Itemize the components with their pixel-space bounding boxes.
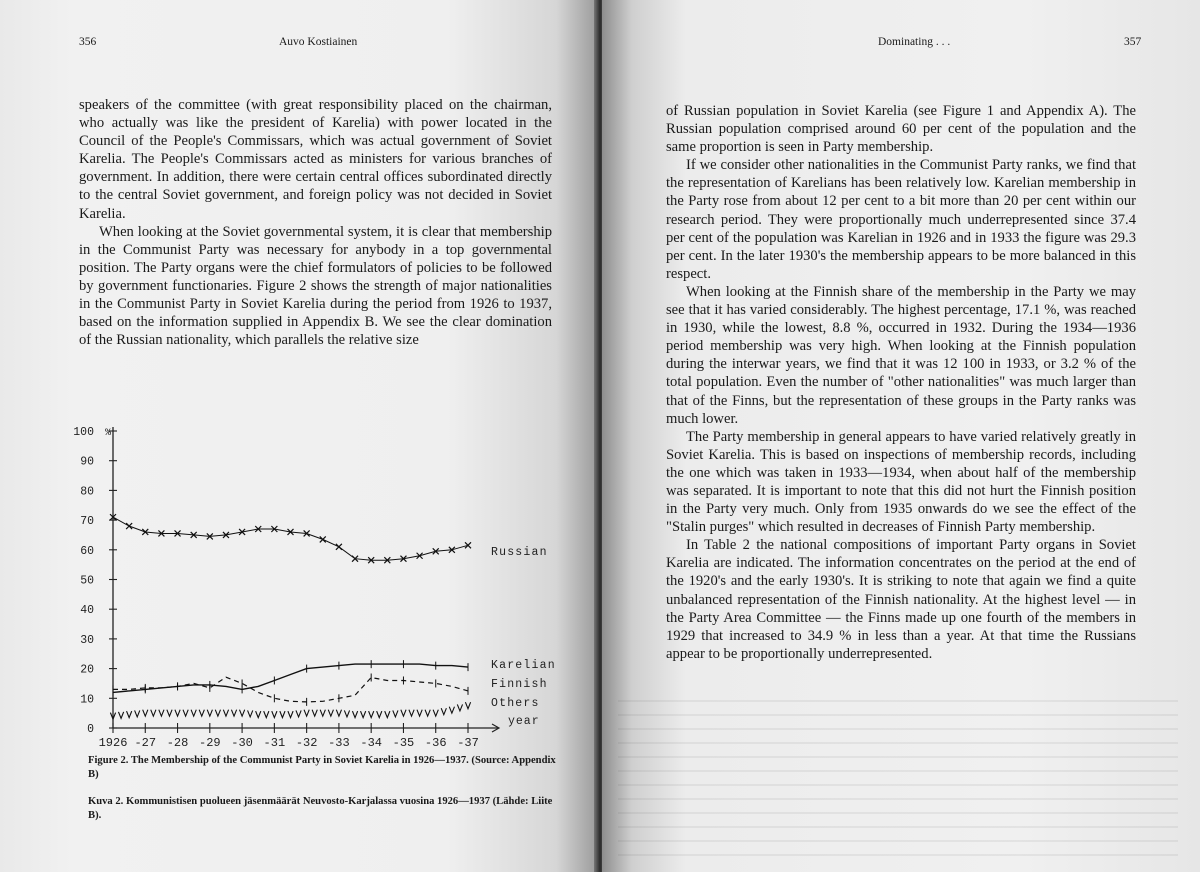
- x-tick-label: -35: [392, 736, 415, 750]
- x-axis-label: year: [508, 715, 540, 728]
- others-point: [288, 711, 293, 718]
- paragraph: speakers of the committee (with great responsibility placed on the chairman, who actually was like the president of Karelia) with power located in the Council of the People's Commissars, which was actual government of Soviet Karelia. The People's Commissars acted as ministers for various branches of government. In addition, there were certain central offices subordinated directly to the central Soviet government, and foreign policy was not decided in Soviet Karelia.: [79, 97, 552, 222]
- others-point: [191, 710, 196, 717]
- y-tick-label: 50: [80, 574, 94, 588]
- x-tick-label: 1926: [98, 736, 128, 750]
- others-point: [151, 710, 156, 717]
- others-point: [344, 710, 349, 717]
- others-point: [441, 708, 446, 715]
- y-tick-label: 10: [80, 693, 94, 707]
- others-point: [457, 704, 462, 711]
- show-through-text: [618, 700, 1178, 860]
- russian-point: [465, 542, 471, 548]
- y-tick-label: 70: [80, 515, 94, 529]
- x-tick-label: -30: [231, 736, 253, 750]
- right-body-text: [666, 102, 1136, 663]
- others-point: [425, 710, 430, 717]
- y-tick-label: 80: [80, 485, 94, 499]
- left-body-text: [79, 96, 552, 349]
- x-tick-label: -34: [360, 736, 382, 750]
- others-point: [280, 711, 285, 718]
- russian-line: [113, 517, 468, 560]
- others-point: [223, 710, 228, 717]
- page-number-left: 356: [79, 36, 97, 48]
- paragraph: If we consider other nationalities in the Communist Party ranks, we find that the representation of Karelians has been relatively low. Karelian membership in the Party rose from about 12 per cent to a bit more than 20 per cent within our research period. They were proportionally much underrepresented since 37.4 per cent of the population was Karelian in 1926 and in 1933 the figure was 29.3 per cent. In the later 1930's the membership appears to be more balanced in this respect.: [666, 157, 1136, 282]
- others-point: [304, 710, 309, 717]
- others-point: [385, 711, 390, 718]
- x-tick-label: -33: [328, 736, 350, 750]
- others-point: [159, 710, 164, 717]
- others-point: [118, 712, 123, 719]
- karelian-series-label: Karelian: [491, 659, 556, 672]
- others-point: [167, 710, 172, 717]
- others-point: [449, 707, 454, 714]
- others-point: [409, 710, 414, 717]
- others-point: [361, 711, 366, 718]
- others-point: [352, 711, 357, 718]
- others-point: [336, 710, 341, 717]
- others-point: [256, 711, 261, 718]
- others-point: [417, 710, 422, 717]
- page-number-right: 357: [1124, 36, 1142, 48]
- others-series-label: Others: [491, 697, 540, 710]
- others-point: [272, 711, 277, 718]
- y-tick-label: 100: [73, 426, 94, 439]
- others-point: [320, 710, 325, 717]
- others-point: [369, 711, 374, 718]
- x-tick-label: -31: [263, 736, 286, 750]
- running-head-right: Dominating . . .: [878, 36, 951, 48]
- x-tick-label: -29: [199, 736, 221, 750]
- x-tick-label: -36: [424, 736, 447, 750]
- others-point: [231, 710, 236, 717]
- russian-point: [320, 536, 326, 542]
- russian-series-label: Russian: [491, 546, 548, 559]
- x-tick-label: -28: [166, 736, 189, 750]
- y-tick-label: 20: [80, 663, 94, 677]
- others-point: [328, 710, 333, 717]
- paragraph: of Russian population in Soviet Karelia (see Figure 1 and Appendix A). The Russian population comprised around 60 per cent of the population and the same proportion is seen in Party membership.: [666, 103, 1136, 156]
- karelian-line: [113, 664, 468, 692]
- others-point: [135, 710, 140, 717]
- others-point: [312, 710, 317, 717]
- paragraph: The Party membership in general appears to have varied relatively greatly in Soviet Karelia. This is based on inspections of membership records, including the one which was taken in 1933—1934, when about half of the membership was separated. It is important to note that this did not hurt the Finnish position in the Party very much. Only from 1935 onwards do we see the effect of the "Stalin purges" which resulted in decreases of Finnish Party membership.: [666, 428, 1136, 536]
- y-tick-label: 0: [87, 723, 94, 736]
- others-point: [143, 710, 148, 717]
- others-point: [465, 702, 470, 709]
- others-point: [183, 710, 188, 717]
- others-point: [248, 710, 253, 717]
- russian-point: [126, 523, 132, 529]
- others-point: [296, 710, 301, 717]
- others-point: [401, 710, 406, 717]
- others-point: [215, 710, 220, 717]
- y-tick-label: 30: [80, 633, 94, 647]
- x-tick-label: -32: [295, 736, 318, 750]
- paragraph: When looking at the Soviet governmental system, it is clear that membership in the Communist Party was necessary for anybody in a top governmental position. The Party organs were the chief formulators of policies to be followed by government functionaries. Figure 2 shows the strength of major nationalities in the Communist Party in Soviet Karelia during the period from 1926 to 1937, based on the information supplied in Appendix B. We see the clear domination of the Russian nationality, which parallels the relative size: [79, 223, 552, 349]
- left-page: [0, 0, 598, 872]
- figure-caption: Figure 2. The Membership of the Communist Party in Soviet Karelia in 1926—1937. (Source: Appendix B): [88, 755, 556, 780]
- y-tick-label: 90: [80, 455, 94, 469]
- russian-point: [336, 544, 342, 550]
- others-point: [377, 711, 382, 718]
- finnish-line: [113, 677, 468, 702]
- others-point: [199, 710, 204, 717]
- finnish-series-label: Finnish: [491, 678, 548, 691]
- membership-line-chart: [58, 418, 578, 753]
- paragraph: In Table 2 the national compositions of important Party organs in Soviet Karelia are indicated. The information concentrates on the period at the end of the 1920's and the early 1930's. It is striking to note that again we find a quite unbalanced representation of the Finnish nationality. At the highest level — in the Party Area Committee — the Finns made up one fourth of the members in 1929 that increased to 34.9 % in less than a year. At that time the Russians appear to be proportionally underrepresented.: [666, 537, 1136, 662]
- others-point: [207, 710, 212, 717]
- others-point: [127, 711, 132, 718]
- paragraph: When looking at the Finnish share of the membership in the Party we may see that it has varied considerably. The highest percentage, 17.1 %, was reached in 1930, while the lowest, 8.8 %, occurred in 1932. During the 1934—1936 period membership was very high. When looking at the Finnish population during the interwar years, we find that it was 12 100 in 1933, or 3.2 % of the total population. Even the number of "other nationalities" was much larger than that of the Finns, but the representation of these groups in the Party ranks was much lower.: [666, 283, 1136, 427]
- y-tick-label: 40: [80, 604, 94, 618]
- running-head-left: Auvo Kostiainen: [279, 36, 358, 48]
- figure-caption-finnish: Kuva 2. Kommunistisen puolueen jäsenmäärät Neuvosto-Karjalassa vuosina 1926—1937 (Lähde: Liite B).: [88, 796, 553, 821]
- x-tick-label: -37: [457, 736, 479, 750]
- others-point: [239, 710, 244, 717]
- y-tick-label: 60: [80, 544, 94, 558]
- others-point: [264, 711, 269, 718]
- others-point: [433, 710, 438, 717]
- x-tick-label: -27: [134, 736, 157, 750]
- y-axis-label: %: [105, 428, 112, 439]
- others-point: [175, 710, 180, 717]
- others-point: [393, 710, 398, 717]
